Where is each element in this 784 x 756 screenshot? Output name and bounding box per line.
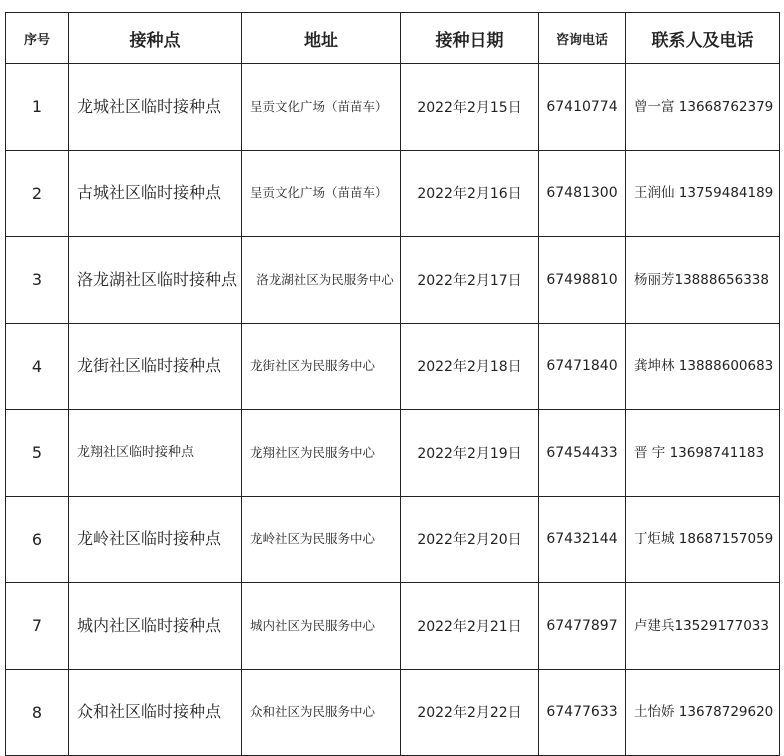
row-no: 6 xyxy=(6,496,69,583)
row-no: 2 xyxy=(6,150,69,237)
row-no: 7 xyxy=(6,583,69,670)
row-site: 龙翔社区临时接种点 xyxy=(69,410,242,497)
row-contact: 晋 宇 13698741183 xyxy=(626,410,780,497)
row-address: 龙街社区为民服务中心 xyxy=(242,323,401,410)
row-site: 龙街社区临时接种点 xyxy=(69,323,242,410)
table-row xyxy=(6,410,780,497)
header-no: 序号 xyxy=(6,13,69,64)
row-contact: 卢建兵13529177033 xyxy=(626,583,780,670)
row-hotline: 67498810 xyxy=(539,237,626,324)
row-date: 2022年2月17日 xyxy=(401,237,539,324)
row-date: 2022年2月19日 xyxy=(401,410,539,497)
table-row xyxy=(6,237,780,324)
row-date: 2022年2月15日 xyxy=(401,64,539,151)
row-date: 2022年2月21日 xyxy=(401,583,539,670)
row-site: 城内社区临时接种点 xyxy=(69,583,242,670)
header-site: 接种点 xyxy=(69,13,242,64)
header-date: 接种日期 xyxy=(401,13,539,64)
row-date: 2022年2月16日 xyxy=(401,150,539,237)
row-address: 呈贡文化广场（苗苗车） xyxy=(242,150,401,237)
header-hotline: 咨询电话 xyxy=(539,13,626,64)
table-row xyxy=(6,669,780,756)
table-row xyxy=(6,323,780,410)
row-hotline: 67481300 xyxy=(539,150,626,237)
top-edge xyxy=(0,0,784,12)
table-row xyxy=(6,150,780,237)
row-hotline: 67471840 xyxy=(539,323,626,410)
row-address: 城内社区为民服务中心 xyxy=(242,583,401,670)
row-address: 呈贡文化广场（苗苗车） xyxy=(242,64,401,151)
row-hotline: 67477897 xyxy=(539,583,626,670)
row-contact: 丁炬城 18687157059 xyxy=(626,496,780,583)
row-site: 龙城社区临时接种点 xyxy=(69,64,242,151)
header-contact: 联系人及电话 xyxy=(626,13,780,64)
table-header-row xyxy=(6,13,780,64)
table-row xyxy=(6,583,780,670)
row-site: 龙岭社区临时接种点 xyxy=(69,496,242,583)
row-no: 4 xyxy=(6,323,69,410)
row-contact: 龚坤林 13888600683 xyxy=(626,323,780,410)
row-address: 众和社区为民服务中心 xyxy=(242,669,401,756)
table-row xyxy=(6,496,780,583)
row-contact: 王润仙 13759484189 xyxy=(626,150,780,237)
row-date: 2022年2月18日 xyxy=(401,323,539,410)
row-contact: 土怡娇 13678729620 xyxy=(626,669,780,756)
row-address: 龙翔社区为民服务中心 xyxy=(242,410,401,497)
row-hotline: 67432144 xyxy=(539,496,626,583)
row-hotline: 67477633 xyxy=(539,669,626,756)
row-site: 古城社区临时接种点 xyxy=(69,150,242,237)
row-no: 1 xyxy=(6,64,69,151)
vaccination-schedule-table xyxy=(5,12,780,756)
row-hotline: 67454433 xyxy=(539,410,626,497)
row-date: 2022年2月20日 xyxy=(401,496,539,583)
row-address: 龙岭社区为民服务中心 xyxy=(242,496,401,583)
row-contact: 杨丽芳13888656338 xyxy=(626,237,780,324)
header-address: 地址 xyxy=(242,13,401,64)
table-row xyxy=(6,64,780,151)
row-site: 众和社区临时接种点 xyxy=(69,669,242,756)
row-address: 洛龙湖社区为民服务中心 xyxy=(242,237,401,324)
row-no: 3 xyxy=(6,237,69,324)
row-no: 8 xyxy=(6,669,69,756)
row-contact: 曾一富 13668762379 xyxy=(626,64,780,151)
row-no: 5 xyxy=(6,410,69,497)
row-date: 2022年2月22日 xyxy=(401,669,539,756)
row-site: 洛龙湖社区临时接种点 xyxy=(69,237,242,324)
row-hotline: 67410774 xyxy=(539,64,626,151)
